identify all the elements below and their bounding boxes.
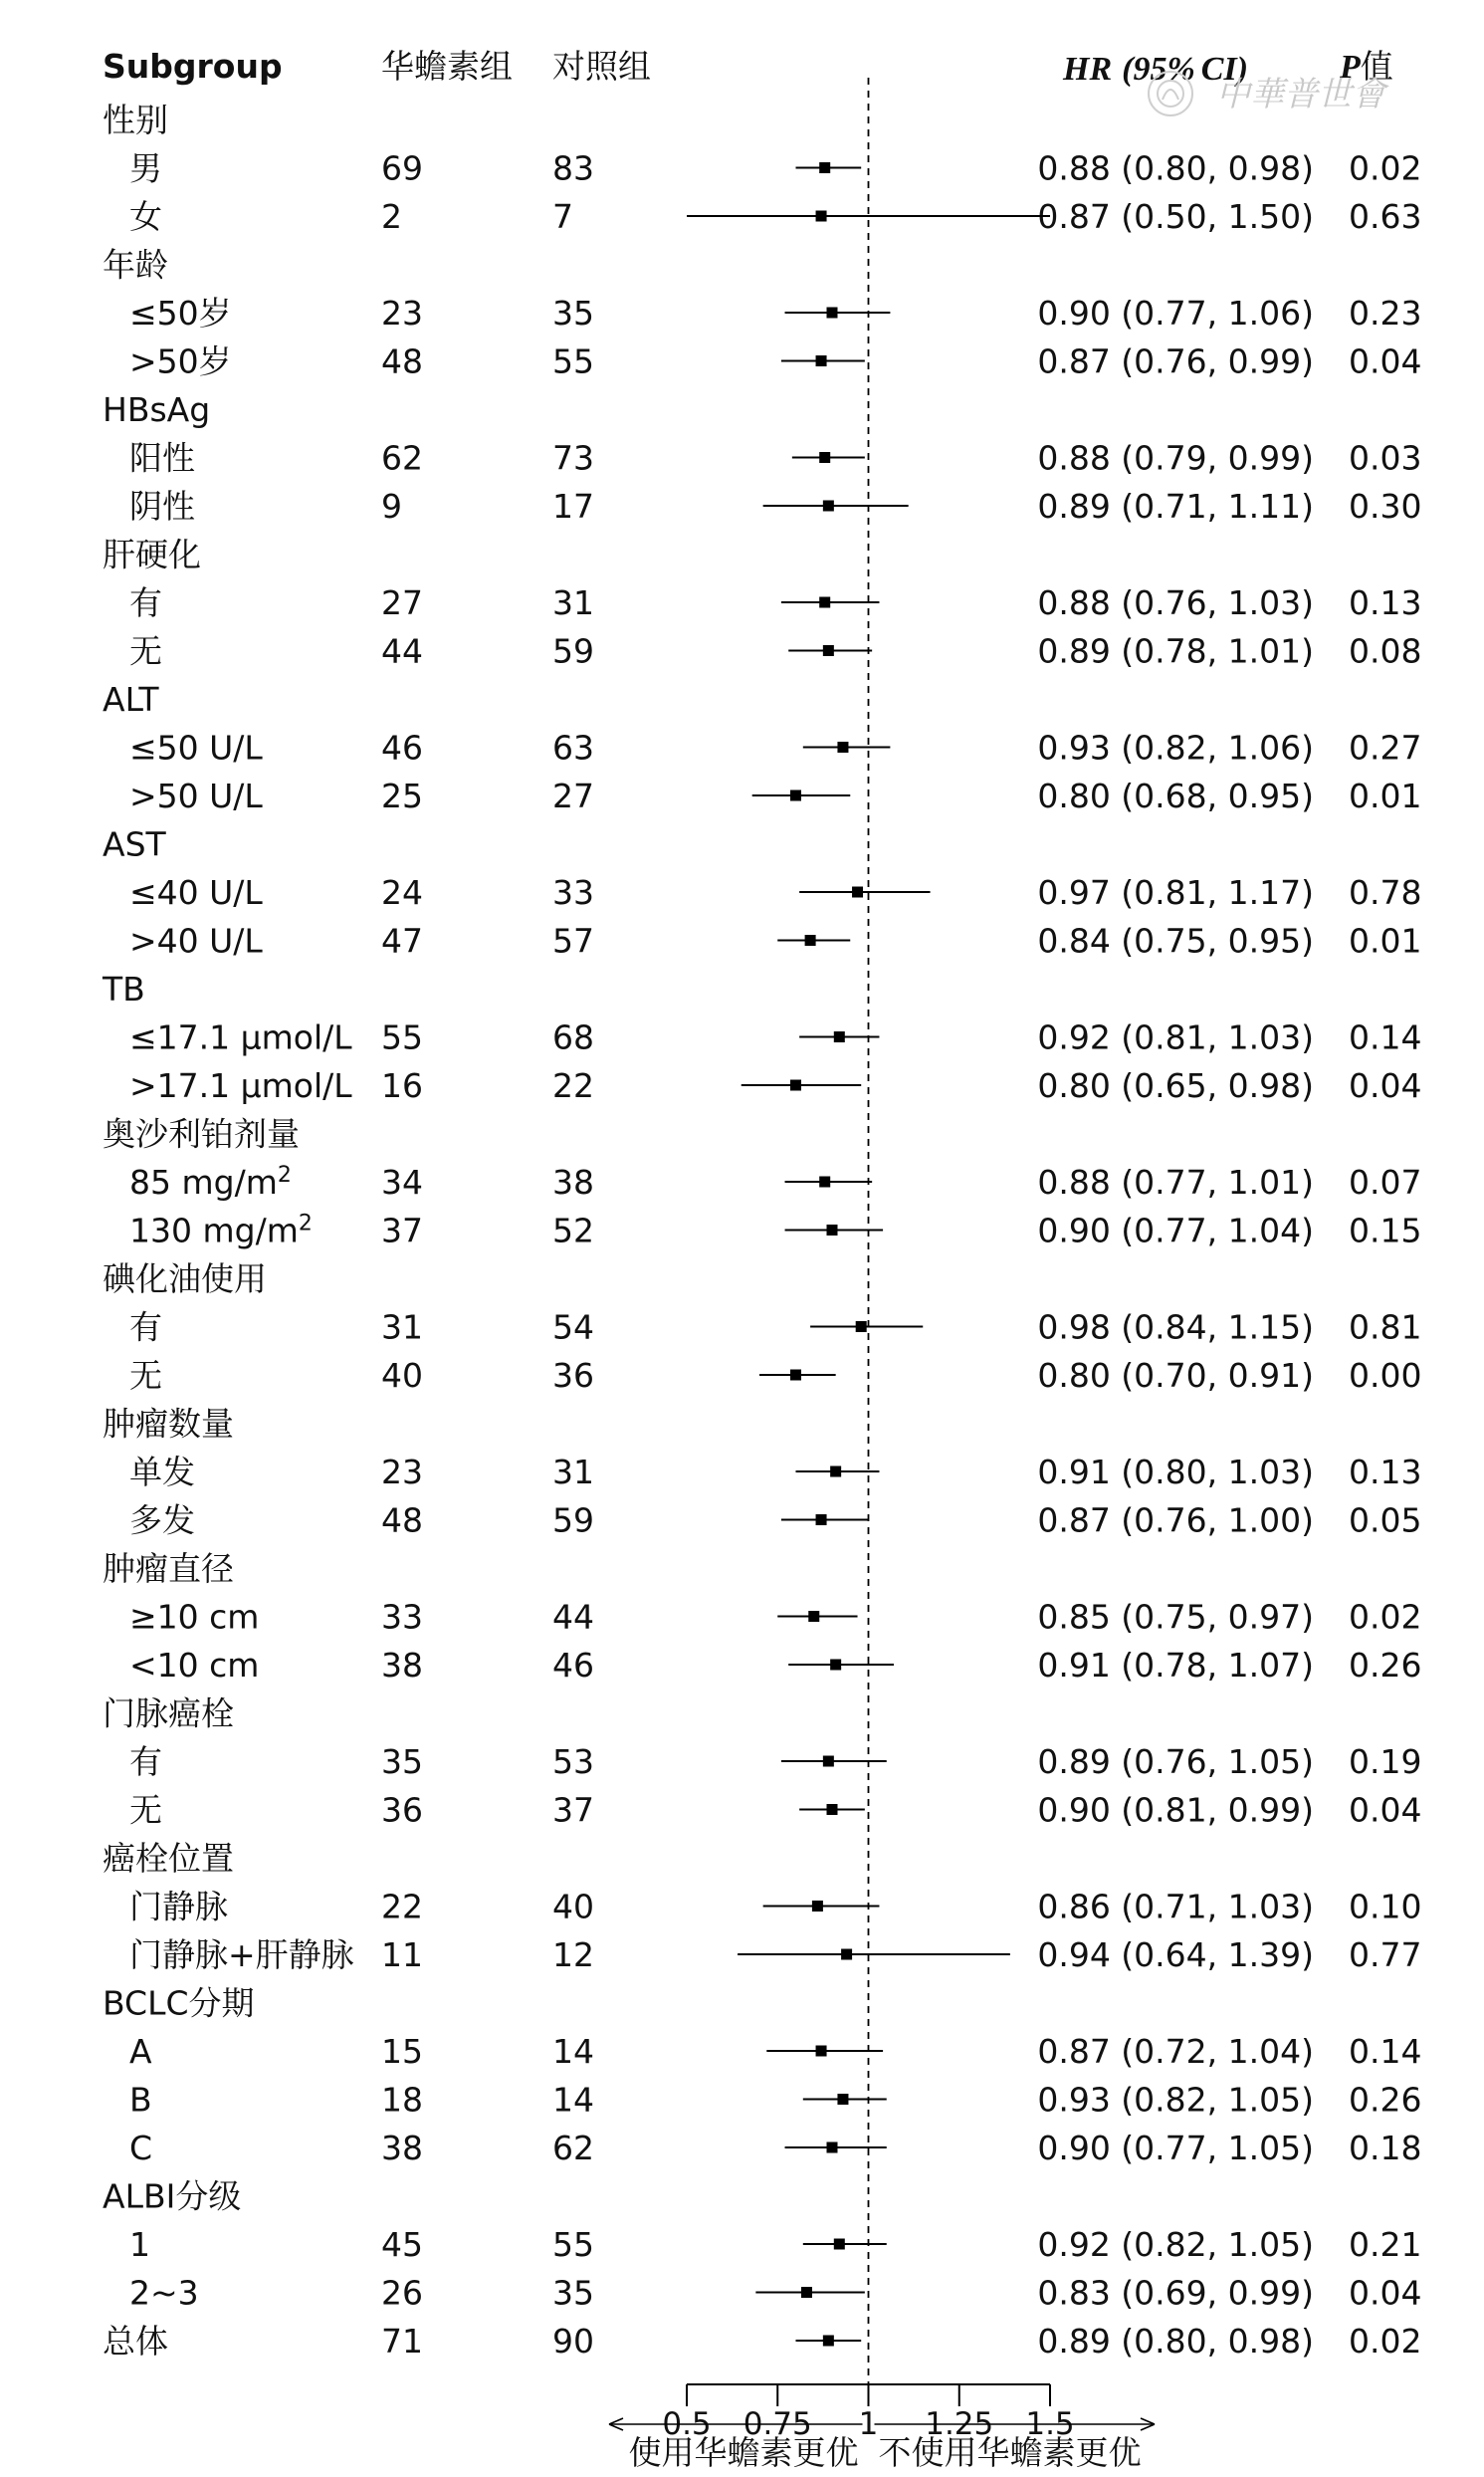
subgroup-header-row [103, 1694, 234, 1733]
hr-ci-value: 0.86 (0.71, 1.03) [1037, 1887, 1314, 1926]
x-tick-label: 0.75 [742, 2406, 812, 2442]
control-count: 54 [552, 1307, 594, 1347]
p-value: 0.05 [1349, 1500, 1422, 1540]
subgroup-header-label: 肿瘤数量 [103, 1404, 234, 1444]
subgroup-label: B [129, 2080, 152, 2120]
point-estimate [816, 1514, 827, 1525]
control-count: 38 [552, 1163, 594, 1202]
control-count: 62 [552, 2129, 594, 2167]
subgroup-header-label: ALT [103, 680, 159, 719]
hr-ci-value: 0.92 (0.82, 1.05) [1037, 2225, 1314, 2264]
point-estimate [819, 162, 830, 173]
p-value: 0.03 [1349, 438, 1422, 478]
subgroup-row [129, 1501, 1421, 1540]
hr-ci-value: 0.97 (0.81, 1.17) [1037, 873, 1314, 912]
treatment-count: 9 [381, 487, 402, 526]
p-value: 0.21 [1349, 2225, 1422, 2264]
column-headers [103, 47, 1393, 88]
hr-ci-value: 0.91 (0.80, 1.03) [1037, 1453, 1314, 1491]
treatment-count: 16 [381, 1066, 423, 1105]
treatment-count: 48 [381, 341, 423, 381]
point-estimate [816, 211, 827, 222]
subgroup-label: 85 $mg/m^2$ [129, 1163, 292, 1202]
p-value: 0.26 [1349, 1646, 1422, 1685]
overall-row [103, 2322, 1421, 2361]
subgroup-header-row [103, 246, 168, 285]
subgroup-label: 女 [129, 197, 162, 236]
point-estimate [790, 1080, 801, 1091]
subgroup-row [129, 1018, 1421, 1057]
control-count: 57 [552, 921, 594, 961]
subgroup-label: ≤17.1 μmol/L [129, 1017, 352, 1057]
subgroup-row [129, 1163, 1421, 1202]
point-estimate [823, 1756, 834, 1767]
subgroup-label: >40 U/L [129, 921, 263, 961]
hr-ci-value: 0.84 (0.75, 0.95) [1037, 921, 1314, 961]
control-count: 31 [552, 1453, 594, 1491]
treatment-count: 15 [381, 2032, 423, 2071]
treatment-count: 44 [381, 631, 423, 671]
hr-ci-value: 0.80 (0.65, 0.98) [1037, 1066, 1314, 1105]
subgroup-header-row [103, 825, 167, 864]
treatment-count: 46 [381, 728, 423, 768]
hr-ci-value: 0.89 (0.76, 1.05) [1037, 1742, 1314, 1781]
subgroup-row [129, 342, 1421, 381]
control-count: 36 [552, 1356, 594, 1395]
p-value: 0.23 [1349, 294, 1422, 333]
subgroup-header-label: 肿瘤直径 [103, 1549, 234, 1588]
x-tick-label: 1 [858, 2406, 879, 2442]
watermark-text: 中華普世會 [1216, 75, 1385, 114]
subgroup-header-label: 年龄 [103, 245, 168, 285]
hr-ci-value: 0.80 (0.68, 0.95) [1037, 777, 1314, 815]
subgroup-row [129, 729, 1421, 768]
treatment-count: 23 [381, 294, 423, 333]
p-value: 0.27 [1349, 728, 1422, 768]
p-value: 0.00 [1349, 1356, 1422, 1395]
point-estimate [837, 2094, 848, 2105]
treatment-count: 48 [381, 1500, 423, 1540]
subgroup-row [129, 294, 1421, 333]
treatment-count: 18 [381, 2080, 423, 2120]
subgroup-row [129, 583, 1421, 622]
p-value: 0.26 [1349, 2080, 1422, 2120]
point-estimate [823, 2336, 834, 2347]
subgroup-label: 有 [129, 1307, 162, 1347]
control-count: 46 [552, 1646, 594, 1685]
hr-ci-value: 0.94 (0.64, 1.39) [1037, 1935, 1314, 1974]
p-value: 0.78 [1349, 873, 1422, 912]
control-count: 52 [552, 1211, 594, 1250]
hr-ci-value: 0.83 (0.69, 0.99) [1037, 2273, 1314, 2313]
point-estimate [819, 452, 830, 463]
header-hr-label: HR [1063, 51, 1113, 88]
superscript: 2 [277, 1163, 292, 1188]
favors-treatment-label: 使用华蟾素更优 [628, 2433, 859, 2472]
point-estimate [834, 1031, 845, 1042]
p-value: 0.15 [1349, 1211, 1422, 1250]
p-value: 0.01 [1349, 777, 1422, 815]
p-value: 0.14 [1349, 1017, 1422, 1057]
p-value: 0.30 [1349, 487, 1422, 526]
hr-ci-value: 0.89 (0.71, 1.11) [1037, 487, 1314, 526]
treatment-count: 34 [381, 1163, 423, 1202]
hr-ci-value: 0.88 (0.76, 1.03) [1037, 583, 1314, 622]
point-estimate [841, 1949, 852, 1960]
subgroup-label: 男 [129, 148, 162, 188]
treatment-count: 36 [381, 1790, 423, 1830]
subgroup-row [129, 2081, 1421, 2120]
subgroup-label: 130 $mg/m^2$ [129, 1211, 313, 1250]
subgroup-label: 无 [129, 1356, 162, 1395]
control-count: 59 [552, 1500, 594, 1540]
control-count: 22 [552, 1066, 594, 1105]
hr-ci-value: 0.90 (0.77, 1.05) [1037, 2129, 1314, 2167]
p-value: 0.18 [1349, 2129, 1422, 2167]
control-count: 35 [552, 294, 594, 333]
treatment-count: 27 [381, 583, 423, 622]
point-estimate [812, 1901, 823, 1912]
hr-ci-value: 0.90 (0.77, 1.04) [1037, 1211, 1314, 1250]
control-count: 63 [552, 728, 594, 768]
subgroup-label: 2~3 [129, 2273, 199, 2313]
subgroup-row [129, 1742, 1421, 1781]
treatment-count: 22 [381, 1887, 423, 1926]
point-estimate [816, 355, 827, 366]
p-value: 0.02 [1349, 148, 1422, 188]
point-estimate [823, 501, 834, 512]
hr-ci-value: 0.98 (0.84, 1.15) [1037, 1307, 1314, 1347]
subgroup-label: 阴性 [129, 487, 195, 526]
subgroup-row [129, 1598, 1421, 1637]
hr-ci-value: 0.90 (0.77, 1.06) [1037, 294, 1314, 333]
control-count: 55 [552, 2225, 594, 2264]
hr-ci-value: 0.93 (0.82, 1.06) [1037, 728, 1314, 768]
subgroup-header-label: 奥沙利铂剂量 [103, 1114, 300, 1154]
subgroup-header-row [103, 2177, 241, 2216]
subgroup-row [129, 1791, 1421, 1830]
forest-marks [687, 78, 1050, 2384]
subgroup-header-row [103, 1115, 300, 1154]
treatment-count: 55 [381, 1017, 423, 1057]
control-count: 73 [552, 438, 594, 478]
subgroup-label: ≥10 cm [129, 1597, 260, 1637]
subgroup-header-row [103, 1405, 234, 1444]
control-count: 40 [552, 1887, 594, 1926]
hr-ci-value: 0.89 (0.80, 0.98) [1037, 2322, 1314, 2361]
control-count: 59 [552, 631, 594, 671]
subgroup-header-row [103, 536, 201, 574]
superscript: 2 [298, 1211, 313, 1237]
point-estimate [827, 308, 838, 319]
subgroup-label: 单发 [129, 1453, 195, 1491]
point-estimate [801, 2287, 812, 2298]
p-value: 0.10 [1349, 1887, 1422, 1926]
point-estimate [827, 2142, 838, 2153]
control-count: 53 [552, 1742, 594, 1781]
treatment-count: 26 [381, 2273, 423, 2313]
control-count: 44 [552, 1597, 594, 1637]
point-estimate [830, 1466, 841, 1477]
hr-ci-value: 0.80 (0.70, 0.91) [1037, 1356, 1314, 1395]
hr-ci-value: 0.88 (0.79, 0.99) [1037, 438, 1314, 478]
control-count: 27 [552, 777, 594, 815]
treatment-count: 38 [381, 1646, 423, 1685]
subgroup-label: <10 cm [129, 1646, 260, 1685]
control-count: 33 [552, 873, 594, 912]
treatment-count: 45 [381, 2225, 423, 2264]
hr-ci-value: 0.85 (0.75, 0.97) [1037, 1597, 1314, 1637]
subgroup-header-row [103, 390, 210, 429]
treatment-count: 69 [381, 148, 423, 188]
p-value: 0.07 [1349, 1163, 1422, 1202]
subgroup-label: 门静脉 [129, 1887, 228, 1926]
control-count: 12 [552, 1935, 594, 1974]
hr-ci-value: 0.93 (0.82, 1.05) [1037, 2080, 1314, 2120]
p-value: 0.02 [1349, 1597, 1422, 1637]
subgroup-label: 无 [129, 631, 162, 671]
subgroup-row [129, 1308, 1421, 1347]
x-tick-label: 0.5 [662, 2406, 712, 2442]
subgroup-label: 阳性 [129, 438, 195, 478]
control-count: 90 [552, 2322, 594, 2361]
subgroup-header-row [102, 970, 145, 1009]
hr-ci-value: 0.88 (0.80, 0.98) [1037, 148, 1314, 188]
point-estimate [834, 2239, 845, 2250]
point-estimate [816, 2046, 827, 2057]
hr-ci-value: 0.87 (0.76, 1.00) [1037, 1500, 1314, 1540]
control-count: 14 [552, 2032, 594, 2071]
treatment-count: 23 [381, 1453, 423, 1491]
p-value: 0.77 [1349, 1935, 1422, 1974]
p-value: 0.04 [1349, 341, 1422, 381]
subgroup-row [129, 2129, 1421, 2167]
hr-ci-value: 0.88 (0.77, 1.01) [1037, 1163, 1314, 1202]
subgroup-header-label: 性别 [103, 101, 168, 139]
x-axis [609, 2384, 1155, 2472]
p-value: 0.19 [1349, 1742, 1422, 1781]
hr-ci-value: 0.92 (0.81, 1.03) [1037, 1017, 1314, 1057]
x-tick-label: 1.5 [1025, 2406, 1075, 2442]
header-p-suffix: 值 [1360, 47, 1393, 86]
subgroup-header-label: 癌栓位置 [103, 1839, 234, 1878]
control-count: 83 [552, 148, 594, 188]
point-estimate [827, 1804, 838, 1815]
subgroup-header-row [103, 1984, 255, 2023]
p-value: 0.13 [1349, 1453, 1422, 1491]
control-count: 14 [552, 2080, 594, 2120]
subgroup-row [129, 873, 1421, 912]
subgroup-label: 有 [129, 583, 162, 622]
subgroup-header-label: 碘化油使用 [103, 1259, 267, 1298]
subgroup-row [129, 632, 1421, 671]
point-estimate [819, 1177, 830, 1188]
p-value: 0.63 [1349, 197, 1422, 236]
point-estimate [830, 1660, 841, 1671]
point-estimate [823, 645, 834, 656]
subgroup-row [129, 1453, 1421, 1491]
point-estimate [837, 742, 848, 753]
hr-ci-value: 0.87 (0.50, 1.50) [1037, 197, 1314, 236]
p-value: 0.81 [1349, 1307, 1422, 1347]
header-treatment-group: 华蟾素组 [381, 47, 513, 86]
subgroup-header-row [103, 1839, 234, 1878]
watermark [1149, 72, 1389, 115]
header-hr-ci-open: (95% [1122, 51, 1195, 88]
p-value: 0.08 [1349, 631, 1422, 671]
header-p-label: P [1340, 49, 1361, 86]
header-ci-label: CI) [1200, 51, 1249, 88]
subgroup-row [129, 2225, 1421, 2264]
point-estimate [808, 1611, 819, 1622]
subgroup-label: C [129, 2129, 153, 2167]
favors-control-label: 不使用华蟾素更优 [878, 2433, 1142, 2472]
treatment-count: 11 [381, 1935, 423, 1974]
point-estimate [856, 1321, 867, 1332]
hr-ci-value: 0.87 (0.72, 1.04) [1037, 2032, 1314, 2071]
treatment-count: 37 [381, 1211, 423, 1250]
subgroup-header-row [103, 101, 168, 139]
p-value: 0.01 [1349, 921, 1422, 961]
control-count: 37 [552, 1790, 594, 1830]
subgroup-row [129, 1212, 1421, 1250]
p-value: 0.13 [1349, 583, 1422, 622]
subgroup-header-row [103, 1549, 234, 1588]
treatment-count: 71 [381, 2322, 423, 2361]
control-count: 7 [552, 197, 573, 236]
subgroup-label: >50岁 [129, 341, 232, 381]
subgroup-label: 总体 [103, 2322, 168, 2361]
hr-ci-value: 0.87 (0.76, 0.99) [1037, 341, 1314, 381]
hr-ci-value: 0.90 (0.81, 0.99) [1037, 1790, 1314, 1830]
treatment-count: 33 [381, 1597, 423, 1637]
point-estimate [852, 887, 863, 898]
treatment-count: 62 [381, 438, 423, 478]
subgroup-header-label: ALBI分级 [103, 2176, 242, 2216]
subgroup-row [129, 922, 1421, 961]
subgroup-header-label: TB [103, 970, 145, 1009]
control-count: 55 [552, 341, 594, 381]
point-estimate [805, 935, 816, 946]
subgroup-label: 多发 [129, 1500, 195, 1540]
treatment-count: 25 [381, 777, 423, 815]
subgroup-row [129, 149, 1421, 188]
p-value: 0.04 [1349, 2273, 1422, 2313]
header-control-group: 对照组 [552, 47, 651, 86]
p-value: 0.04 [1349, 1790, 1422, 1830]
x-tick-label: 1.25 [925, 2406, 994, 2442]
subgroup-header-row [103, 1259, 267, 1298]
hr-ci-value: 0.89 (0.78, 1.01) [1037, 631, 1314, 671]
point-estimate [827, 1225, 838, 1236]
p-value: 0.02 [1349, 2322, 1422, 2361]
point-estimate [790, 790, 801, 801]
control-count: 35 [552, 2273, 594, 2313]
subgroup-label: 1 [129, 2225, 150, 2264]
subgroup-label: A [129, 2032, 152, 2071]
p-value: 0.14 [1349, 2032, 1422, 2071]
subgroup-label: ≤50岁 [129, 294, 232, 333]
subgroup-header-label: 肝硬化 [103, 535, 201, 574]
hr-ci-value: 0.91 (0.78, 1.07) [1037, 1646, 1314, 1685]
subgroup-label: >50 U/L [129, 777, 263, 815]
control-count: 31 [552, 583, 594, 622]
subgroup-header-label: BCLC分期 [103, 1983, 255, 2023]
subgroup-row [129, 439, 1421, 478]
subgroup-label: 无 [129, 1790, 162, 1830]
treatment-count: 24 [381, 873, 423, 912]
subgroup-row [129, 1646, 1421, 1685]
treatment-count: 31 [381, 1307, 423, 1347]
point-estimate [819, 597, 830, 608]
control-count: 68 [552, 1017, 594, 1057]
control-count: 17 [552, 487, 594, 526]
treatment-count: 47 [381, 921, 423, 961]
subgroup-label: 门静脉+肝静脉 [129, 1935, 354, 1974]
point-estimate [790, 1370, 801, 1381]
treatment-count: 2 [381, 197, 402, 236]
subgroup-header-label: 门脉癌栓 [103, 1693, 234, 1733]
subgroup-rows [102, 101, 1421, 2361]
subgroup-label: 有 [129, 1742, 162, 1781]
treatment-count: 40 [381, 1356, 423, 1395]
subgroup-label: >17.1 μmol/L [129, 1066, 352, 1105]
subgroup-header-row [103, 680, 159, 719]
subgroup-header-label: HBsAg [103, 390, 211, 429]
subgroup-label: ≤50 U/L [129, 728, 263, 768]
subgroup-label: ≤40 U/L [129, 873, 263, 912]
header-subgroup: Subgroup [103, 47, 283, 86]
treatment-count: 38 [381, 2129, 423, 2167]
subgroup-header-label: AST [103, 824, 166, 864]
p-value: 0.04 [1349, 1066, 1422, 1105]
treatment-count: 35 [381, 1742, 423, 1781]
